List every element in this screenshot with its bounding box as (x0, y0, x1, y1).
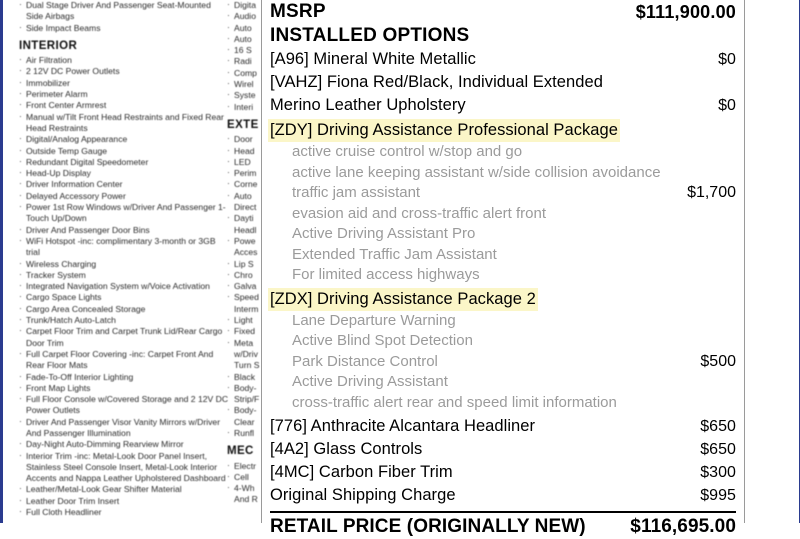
background-line: w/Driv (234, 348, 258, 359)
background-line: · Cargo Area Concealed Storage (19, 304, 229, 315)
background-line: · Auto (227, 23, 279, 34)
background-line: · Meta (227, 338, 279, 349)
option-row (270, 71, 736, 94)
background-line: · Leather/Metal-Look Gear Shifter Material (19, 484, 229, 495)
option-amount (722, 71, 737, 94)
background-line: · Immobilizer (19, 78, 229, 89)
pricing-panel (261, 0, 745, 537)
background-line: · Cargo Space Lights (19, 292, 229, 303)
background-line: · Front Center Armrest (19, 100, 229, 111)
retail-price-amount: $116,695.00 (630, 516, 736, 537)
background-line: · Digita (227, 0, 279, 11)
retail-price-label: RETAIL PRICE (ORIGINALLY NEW) (270, 516, 586, 537)
option-label: [VAHZ] Fiona Red/Black, Individual Extended (270, 73, 603, 91)
background-line: And R (234, 494, 258, 505)
background-line: · Fade-To-Off Interior Lighting (19, 372, 229, 383)
background-line: · Lip S (227, 259, 279, 270)
background-line: Turn S (234, 360, 260, 371)
option-row (270, 288, 736, 311)
option-row (270, 461, 736, 484)
option-row (270, 415, 736, 438)
option-label-second-line: Merino Leather Upholstery (270, 96, 466, 114)
background-line: · Air Filtration (19, 55, 229, 66)
background-line: · Full Carpet Floor Covering -inc: Carpet Front And Rear Floor Mats (19, 349, 229, 372)
option-detail-text: For limited access highways (292, 266, 480, 283)
background-line: · Driver Information Center (19, 179, 229, 190)
option-amount: $1,700 (687, 184, 736, 201)
background-line: · Power 1st Row Windows w/Driver And Passenger 1-Touch Up/Down (19, 202, 229, 225)
background-line: · Driver And Passenger Visor Vanity Mirrors w/Driver And Passenger Illumination (19, 417, 229, 440)
background-line: · Perim (227, 168, 279, 179)
option-detail-text: Active Blind Spot Detection (292, 332, 473, 349)
background-line: · WiFi Hotspot -inc: complimentary 3-month or 3GB trial (19, 236, 229, 259)
option-group-zdx (270, 288, 736, 414)
background-line: · 16 S (227, 45, 279, 56)
option-amount: $0 (718, 97, 736, 114)
option-detail-text: cross-traffic alert rear and speed limit information (292, 393, 617, 411)
background-line: · Interi (227, 102, 279, 113)
installed-options-header: INSTALLED OPTIONS (270, 25, 470, 46)
option-amount: $300 (700, 464, 736, 481)
option-detail (270, 224, 736, 245)
option-row (270, 119, 736, 142)
option-amount (722, 288, 737, 311)
background-line: · Head-Up Display (19, 168, 229, 179)
option-detail (270, 245, 736, 266)
option-detail (270, 311, 736, 332)
background-line: · Fixed (227, 326, 279, 337)
background-line: · Dayti (227, 213, 279, 224)
msrp-row (270, 0, 736, 23)
background-line: · Cell (227, 472, 279, 483)
option-amount: $0 (718, 51, 736, 68)
option-row (270, 438, 736, 461)
option-amount (722, 119, 737, 142)
background-line: · Outside Temp Gauge (19, 146, 229, 157)
background-line: · Side Impact Beams (19, 23, 229, 34)
background-line: · Comp (227, 68, 279, 79)
background-line: · Wirel (227, 79, 279, 90)
background-line: · Interior Trim -inc: Metal-Look Door Panel Insert, Stainless Steel Console Insert, Metal-Look Interior Accents and Nappa Leather Upholstered Dashboard (19, 451, 229, 485)
option-label: [4A2] Glass Controls (270, 440, 423, 458)
background-line: · Dual Stage Driver And Passenger Seat-Mounted Side Airbags (19, 0, 229, 23)
background-line: Interm (234, 303, 259, 314)
background-line: · Tracker System (19, 270, 229, 281)
option-detail-text: Extended Traffic Jam Assistant (292, 245, 497, 263)
background-line: · 4-Wh (227, 483, 279, 494)
background-line: · Speed (227, 292, 279, 303)
background-line: · Head (227, 146, 279, 157)
option-label-highlight: [ZDX] Driving Assistance Package 2 (268, 288, 538, 311)
option-detail (270, 163, 736, 184)
background-line: · LED (227, 157, 279, 168)
background-line: · Delayed Accessory Power (19, 191, 229, 202)
option-detail-text: Active Driving Assistant Pro (292, 225, 476, 242)
option-detail-text: active lane keeping assistant w/side collision avoidance (292, 163, 661, 181)
background-line: · Leather Door Trim Insert (19, 496, 229, 507)
background-line: · Chro (227, 270, 279, 281)
option-detail (270, 331, 736, 352)
background-line: · Day-Night Auto-Dimming Rearview Mirror (19, 439, 229, 450)
background-line: · Corne (227, 179, 279, 190)
background-line: · Light (227, 315, 279, 326)
background-line: · Front Map Lights (19, 383, 229, 394)
option-detail-text: Active Driving Assistant (292, 373, 448, 390)
background-line: · Radi (227, 56, 279, 67)
msrp-label: MSRP (270, 1, 326, 22)
background-exterior-header: EXTE (227, 118, 259, 131)
background-line: · Electr (227, 461, 279, 472)
background-line: · Full Cloth Headliner (19, 507, 229, 518)
background-line: · Perimeter Alarm (19, 89, 229, 100)
option-detail-text: evasion aid and cross-traffic alert front (292, 204, 547, 222)
background-line: Direct (234, 202, 257, 213)
background-line: Headl (234, 224, 257, 235)
background-line: · Full Floor Console w/Covered Storage and 2 12V DC Power Outlets (19, 394, 229, 417)
background-line: · Manual w/Tilt Front Head Restraints and Fixed Rear Head Restraints (19, 112, 229, 135)
option-detail (270, 393, 736, 414)
background-line: · Trunk/Hatch Auto-Latch (19, 315, 229, 326)
background-spec-column-left (19, 0, 229, 518)
option-label: [4MC] Carbon Fiber Trim (270, 463, 453, 481)
background-line: · Black (227, 372, 279, 383)
page-right-margin (747, 0, 799, 523)
option-row (270, 484, 736, 507)
background-mechanical-header: MEC (227, 445, 254, 458)
background-line: · Body- (227, 383, 279, 394)
option-detail (270, 183, 736, 204)
option-label: [776] Anthracite Alcantara Headliner (270, 417, 536, 435)
option-amount: $995 (700, 487, 736, 504)
background-line: · Body- (227, 405, 279, 416)
background-line: Clear (234, 416, 255, 427)
background-line: · Redundant Digital Speedometer (19, 157, 229, 168)
option-row (270, 48, 736, 71)
background-line: · Audio (227, 11, 279, 22)
background-line: · Powe (227, 236, 279, 247)
background-line: · Galva (227, 281, 279, 292)
option-amount: $650 (700, 441, 736, 458)
option-detail (270, 352, 736, 373)
background-line: · Auto (227, 34, 279, 45)
option-detail (270, 372, 736, 393)
background-line: · Runfl (227, 428, 279, 439)
background-line: · 2 12V DC Power Outlets (19, 66, 229, 77)
background-line: Acces (234, 247, 258, 258)
option-label (270, 119, 722, 142)
retail-price-row (270, 511, 736, 539)
option-detail-text: traffic jam assistant (292, 184, 421, 201)
background-line: · Driver And Passenger Door Bins (19, 225, 229, 236)
option-detail (270, 142, 736, 163)
option-detail-text: Park Distance Control (292, 352, 438, 370)
option-amount: $500 (700, 352, 736, 370)
option-label: Original Shipping Charge (270, 486, 456, 504)
option-label: [A96] Mineral White Metallic (270, 50, 476, 68)
option-detail-text: Lane Departure Warning (292, 311, 456, 329)
background-line: · Syste (227, 90, 279, 101)
option-label-highlight: [ZDY] Driving Assistance Professional Package (268, 119, 620, 142)
background-interior-header: INTERIOR (19, 39, 78, 52)
background-line: Strip/F (234, 394, 260, 405)
background-line: · Wireless Charging (19, 259, 229, 270)
option-detail-text: active cruise control w/stop and go (292, 143, 523, 160)
option-group-zdy (270, 119, 736, 286)
background-line: · Integrated Navigation System w/Voice Activation (19, 281, 229, 292)
msrp-amount: $111,900.00 (635, 2, 736, 22)
background-line: · Auto (227, 191, 279, 202)
background-line: · Digital/Analog Appearance (19, 134, 229, 145)
option-amount: $650 (700, 418, 736, 435)
option-row-continuation (270, 94, 736, 117)
option-detail (270, 204, 736, 225)
option-detail (270, 265, 736, 286)
option-label (270, 288, 722, 311)
background-line: · Door (227, 134, 279, 145)
background-line: · Carpet Floor Trim and Carpet Trunk Lid/Rear Cargo Door Trim (19, 326, 229, 349)
